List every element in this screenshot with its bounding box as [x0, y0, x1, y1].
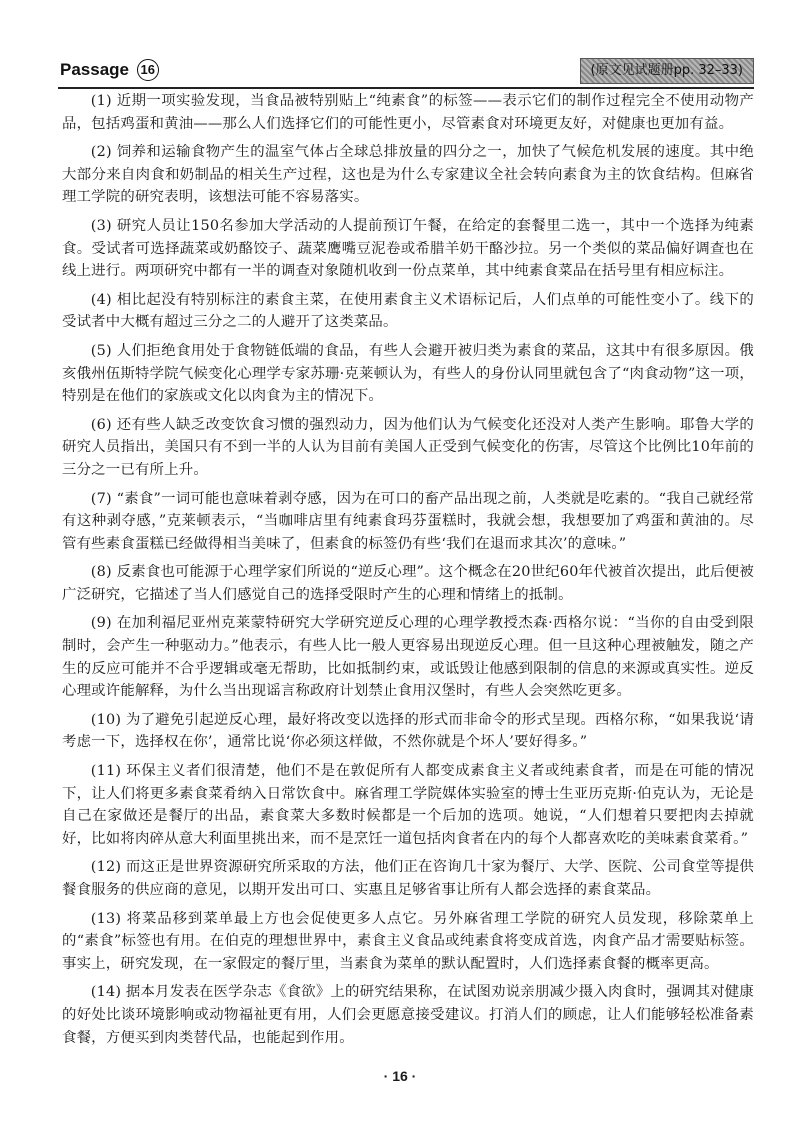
paragraph-3: (3) 研究人员让150名参加大学活动的人提前预订午餐，在给定的套餐里二选一，其中一个选择为纯素食。受试者可选择蔬菜或奶酪饺子、蔬菜鹰嘴豆泥卷或希腊羊奶干酪沙拉。另一个类似的菜品偏好调查也在线上进行。两项研究中都有一半的调查对象随机收到一份点菜单，其中纯素食菜品在括号里有相应标注。 [62, 217, 754, 280]
paragraph-2: (2) 饲养和运输食物产生的温室气体占全球总排放量的四分之一，加快了气候危机发展的速度。其中绝大部分来自肉食和奶制品的相关生产过程，这也是为什么专家建议全社会转向素食为主的饮食结构。但麻省理工学院的研究表明，该想法可能不容易落实。 [62, 144, 754, 206]
paragraph-6: (6) 还有些人缺乏改变饮食习惯的强烈动力，因为他们认为气候变化还没对人类产生影响。耶鲁大学的研究人员指出，美国只有不到一半的人认为目前有美国人正受到气候变化的伤害，尽管这个比例比10年前的三分之一已有所上升。 [62, 416, 754, 478]
paragraph-5: (5) 人们拒绝食用处于食物链低端的食品，有些人会避开被归类为素食的菜品，这其中有很多原因。俄亥俄州伍斯特学院气候变化心理学专家苏珊·克莱顿认为，有些人的身份认同里就包含了“肉食动物”这一项，特别是在他们的家族或文化以肉食为主的情况下。 [62, 342, 754, 405]
paragraph-10: (10) 为了避免引起逆反心理，最好将改变以选择的形式而非命令的形式呈现。西格尔称，“如果我说‘请考虑一下，选择权在你’，通常比说‘你必须这样做，不然你就是个坏人’要好得多。” [62, 711, 754, 751]
page-number: · 16 · [383, 1068, 417, 1084]
passage-label-text: Passage [60, 60, 129, 79]
reference-note: (原文见试题册pp. 32–33) [580, 58, 755, 84]
paragraph-4: (4) 相比起没有特别标注的素食主菜，在使用素食主义术语标记后，人们点单的可能性变小了。线下的受试者中大概有超过三分之二的人避开了这类菜品。 [62, 291, 754, 331]
paragraph-13: (13) 将菜品移到菜单最上方也会促使更多人点它。另外麻省理工学院的研究人员发现，移除菜单上的“素食”标签也有用。在伯克的理想世界中，素食主义食品或纯素食将变成首选，肉食产品才需要贴标签。事实上，研究发现，在一家假定的餐厅里，当素食为菜单的默认配置时，人们选择素食餐的概率更高。 [62, 910, 754, 972]
paragraph-14: (14) 据本月发表在医学杂志《食欲》上的研究结果称，在试图劝说亲朋减少摄入肉食时，强调其对健康的好处比谈环境影响或动物福祉更有用，人们会更愿意接受建议。打消人们的顾虑，让人们能够轻松准备素食餐，方便买到肉类替代品，也能起到作用。 [62, 984, 754, 1046]
paragraph-11: (11) 环保主义者们很清楚，他们不是在敦促所有人都变成素食主义者或纯素食者，而是在可能的情况下，让人们将更多素食菜肴纳入日常饮食中。麻省理工学院媒体实验室的博士生亚历克斯·伯克认为，无论是自己在家做还是餐厅的出品，素食菜大多数时候都是一个后加的选项。她说，“人们想着只要把肉去掉就好，比如将肉碎从意大利面里挑出来，而不是烹饪一道包括肉食者在内的每个人都喜欢吃的美味素食菜肴。” [62, 763, 754, 847]
paragraph-1: (1) 近期一项实验发现，当食品被特别贴上“纯素食”的标签——表示它们的制作过程完全不使用动物产品，包括鸡蛋和黄油——那么人们选择它们的可能性更小，尽管素食对环境更友好，对健康也更加有益。 [62, 93, 754, 132]
paragraph-8: (8) 反素食也可能源于心理学家们所说的“逆反心理”。这个概念在20世纪60年代被首次提出，此后便被广泛研究，它描述了当人们感觉自己的选择受限时产生的心理和情绪上的抵制。 [62, 564, 754, 603]
paragraph-9: (9) 在加利福尼亚州克莱蒙特研究大学研究逆反心理的心理学教授杰森·西格尔说：“当你的自由受到限制时，会产生一种驱动力。”他表示，有些人比一般人更容易出现逆反心理。但一旦这种心理被触发，随之产生的反应可能并不合乎逻辑或毫无帮助，比如抵制约束，或诋毁让他感到限制的信息的来源或真实性。逆反心理或许能解释，为什么当出现谣言称政府计划禁止食用汉堡时，有些人会突然吃更多。 [62, 615, 754, 700]
passage-title [60, 59, 159, 81]
passage-body [62, 90, 754, 1055]
page-header [58, 53, 754, 89]
passage-number-badge: 16 [137, 59, 159, 81]
paragraph-12: (12) 而这正是世界资源研究所采取的方法，他们正在咨询几十家为餐厅、大学、医院、公司食堂等提供餐食服务的供应商的意见，以期开发出可口、实惠且足够省事让所有人都会选择的素食菜品。 [62, 859, 754, 898]
paragraph-7: (7) “素食”一词可能也意味着剥夺感，因为在可口的畜产品出现之前，人类就是吃素的。“我自己就经常有这种剥夺感，”克莱顿表示，“当咖啡店里有纯素食玛芬蛋糕时，我就会想，我想要加了鸡蛋和黄油的。尽管有些素食蛋糕已经做得相当美味了，但素食的标签仍有些‘我们在退而求其次’的意味。” [62, 490, 754, 552]
